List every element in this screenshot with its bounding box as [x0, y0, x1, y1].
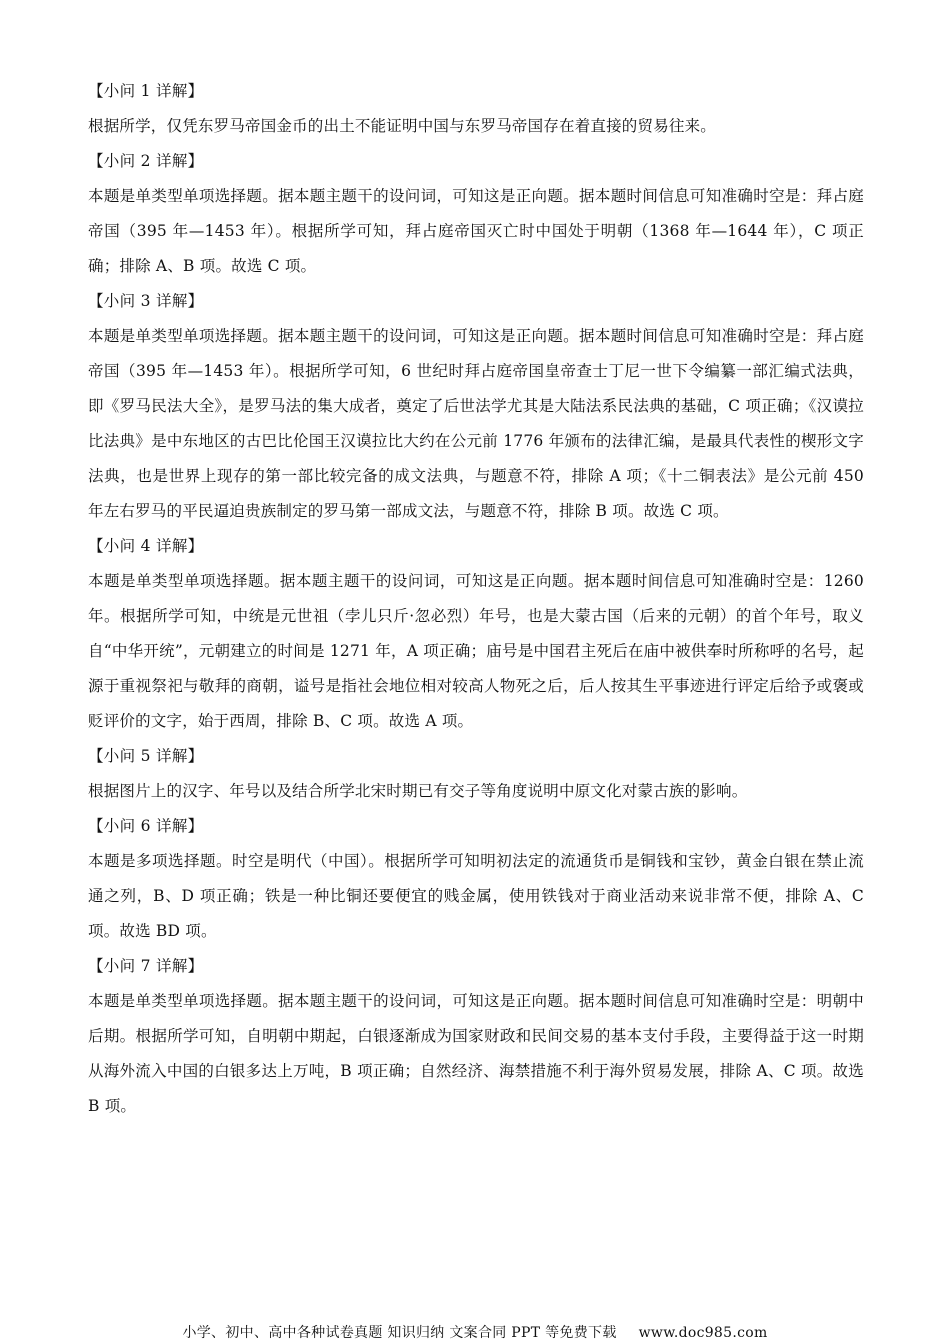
section-heading: 【小问 6 详解】: [88, 817, 204, 835]
section-heading: 【小问 5 详解】: [88, 747, 204, 765]
footer-site-link[interactable]: www.doc985.com: [638, 1325, 768, 1341]
section-heading: 【小问 7 详解】: [88, 957, 204, 975]
page-footer: [0, 1322, 950, 1342]
section-heading: 【小问 1 详解】: [88, 82, 204, 100]
section-text: 本题是多项选择题。时空是明代（中国）。根据所学可知明初法定的流通货币是铜钱和宝钞，黄金白银在禁止流通之列，B、D 项正确；铁是一种比铜还要便宜的贱金属，使用铁钱对于商业活动来说非常不便，排除 A、C 项。故选 BD 项。: [88, 852, 864, 940]
section-3: [88, 290, 864, 529]
section-5: [88, 745, 864, 809]
section-text: 本题是单类型单项选择题。据本题主题干的设问词，可知这是正向题。据本题时间信息可知准确时空是：拜占庭帝国（395 年—1453 年）。根据所学可知，6 世纪时拜占庭帝国皇帝查士丁尼一世下令编纂一部汇编式法典，即《罗马民法大全》，是罗马法的集大成者，奠定了后世法学尤其是大陆法系民法典的基础，C 项正确；《汉谟拉比法典》是中东地区的古巴比伦国王汉谟拉比大约在公元前 1776 年颁布的法律汇编，是最具代表性的楔形文字法典，也是世界上现存的第一部比较完备的成文法典，与题意不符，排除 A 项；《十二铜表法》是公元前 450 年左右罗马的平民逼迫贵族制定的罗马第一部成文法，与题意不符，排除 B 项。故选 C 项。: [88, 327, 864, 520]
section-heading: 【小问 3 详解】: [88, 292, 204, 310]
section-6: [88, 815, 864, 949]
section-1: [88, 80, 864, 144]
footer-text: 小学、初中、高中各种试卷真题 知识归纳 文案合同 PPT 等免费下载: [182, 1325, 617, 1341]
section-heading: 【小问 4 详解】: [88, 537, 204, 555]
section-7: [88, 955, 864, 1124]
section-4: [88, 535, 864, 739]
section-text: 根据图片上的汉字、年号以及结合所学北宋时期已有交子等角度说明中原文化对蒙古族的影响。: [88, 782, 748, 800]
section-text: 本题是单类型单项选择题。据本题主题干的设问词，可知这是正向题。据本题时间信息可知准确时空是：明朝中后期。根据所学可知，自明朝中期起，白银逐渐成为国家财政和民间交易的基本支付手段，主要得益于这一时期从海外流入中国的白银多达上万吨，B 项正确；自然经济、海禁措施不利于海外贸易发展，排除 A、C 项。故选 B 项。: [88, 992, 864, 1115]
section-heading: 【小问 2 详解】: [88, 152, 204, 170]
section-text: 本题是单类型单项选择题。据本题主题干的设问词，可知这是正向题。据本题时间信息可知准确时空是：1260 年。根据所学可知，中统是元世祖（孛儿只斤·忽必烈）年号，也是大蒙古国（后来的元朝）的首个年号，取义自“中华开统”，元朝建立的时间是 1271 年，A 项正确；庙号是中国君主死后在庙中被供奉时所称呼的名号，起源于重视祭祀与敬拜的商朝，谥号是指社会地位相对较高人物死之后，后人按其生平事迹进行评定后给予或褒或贬评价的文字，始于西周，排除 B、C 项。故选 A 项。: [88, 572, 864, 730]
section-text: 本题是单类型单项选择题。据本题主题干的设问词，可知这是正向题。据本题时间信息可知准确时空是：拜占庭帝国（395 年—1453 年）。根据所学可知，拜占庭帝国灭亡时中国处于明朝（1368 年—1644 年），C 项正确；排除 A、B 项。故选 C 项。: [88, 187, 864, 275]
section-2: [88, 150, 864, 284]
answer-explanations: [88, 80, 864, 1130]
section-text: 根据所学，仅凭东罗马帝国金币的出土不能证明中国与东罗马帝国存在着直接的贸易往来。: [88, 117, 717, 135]
